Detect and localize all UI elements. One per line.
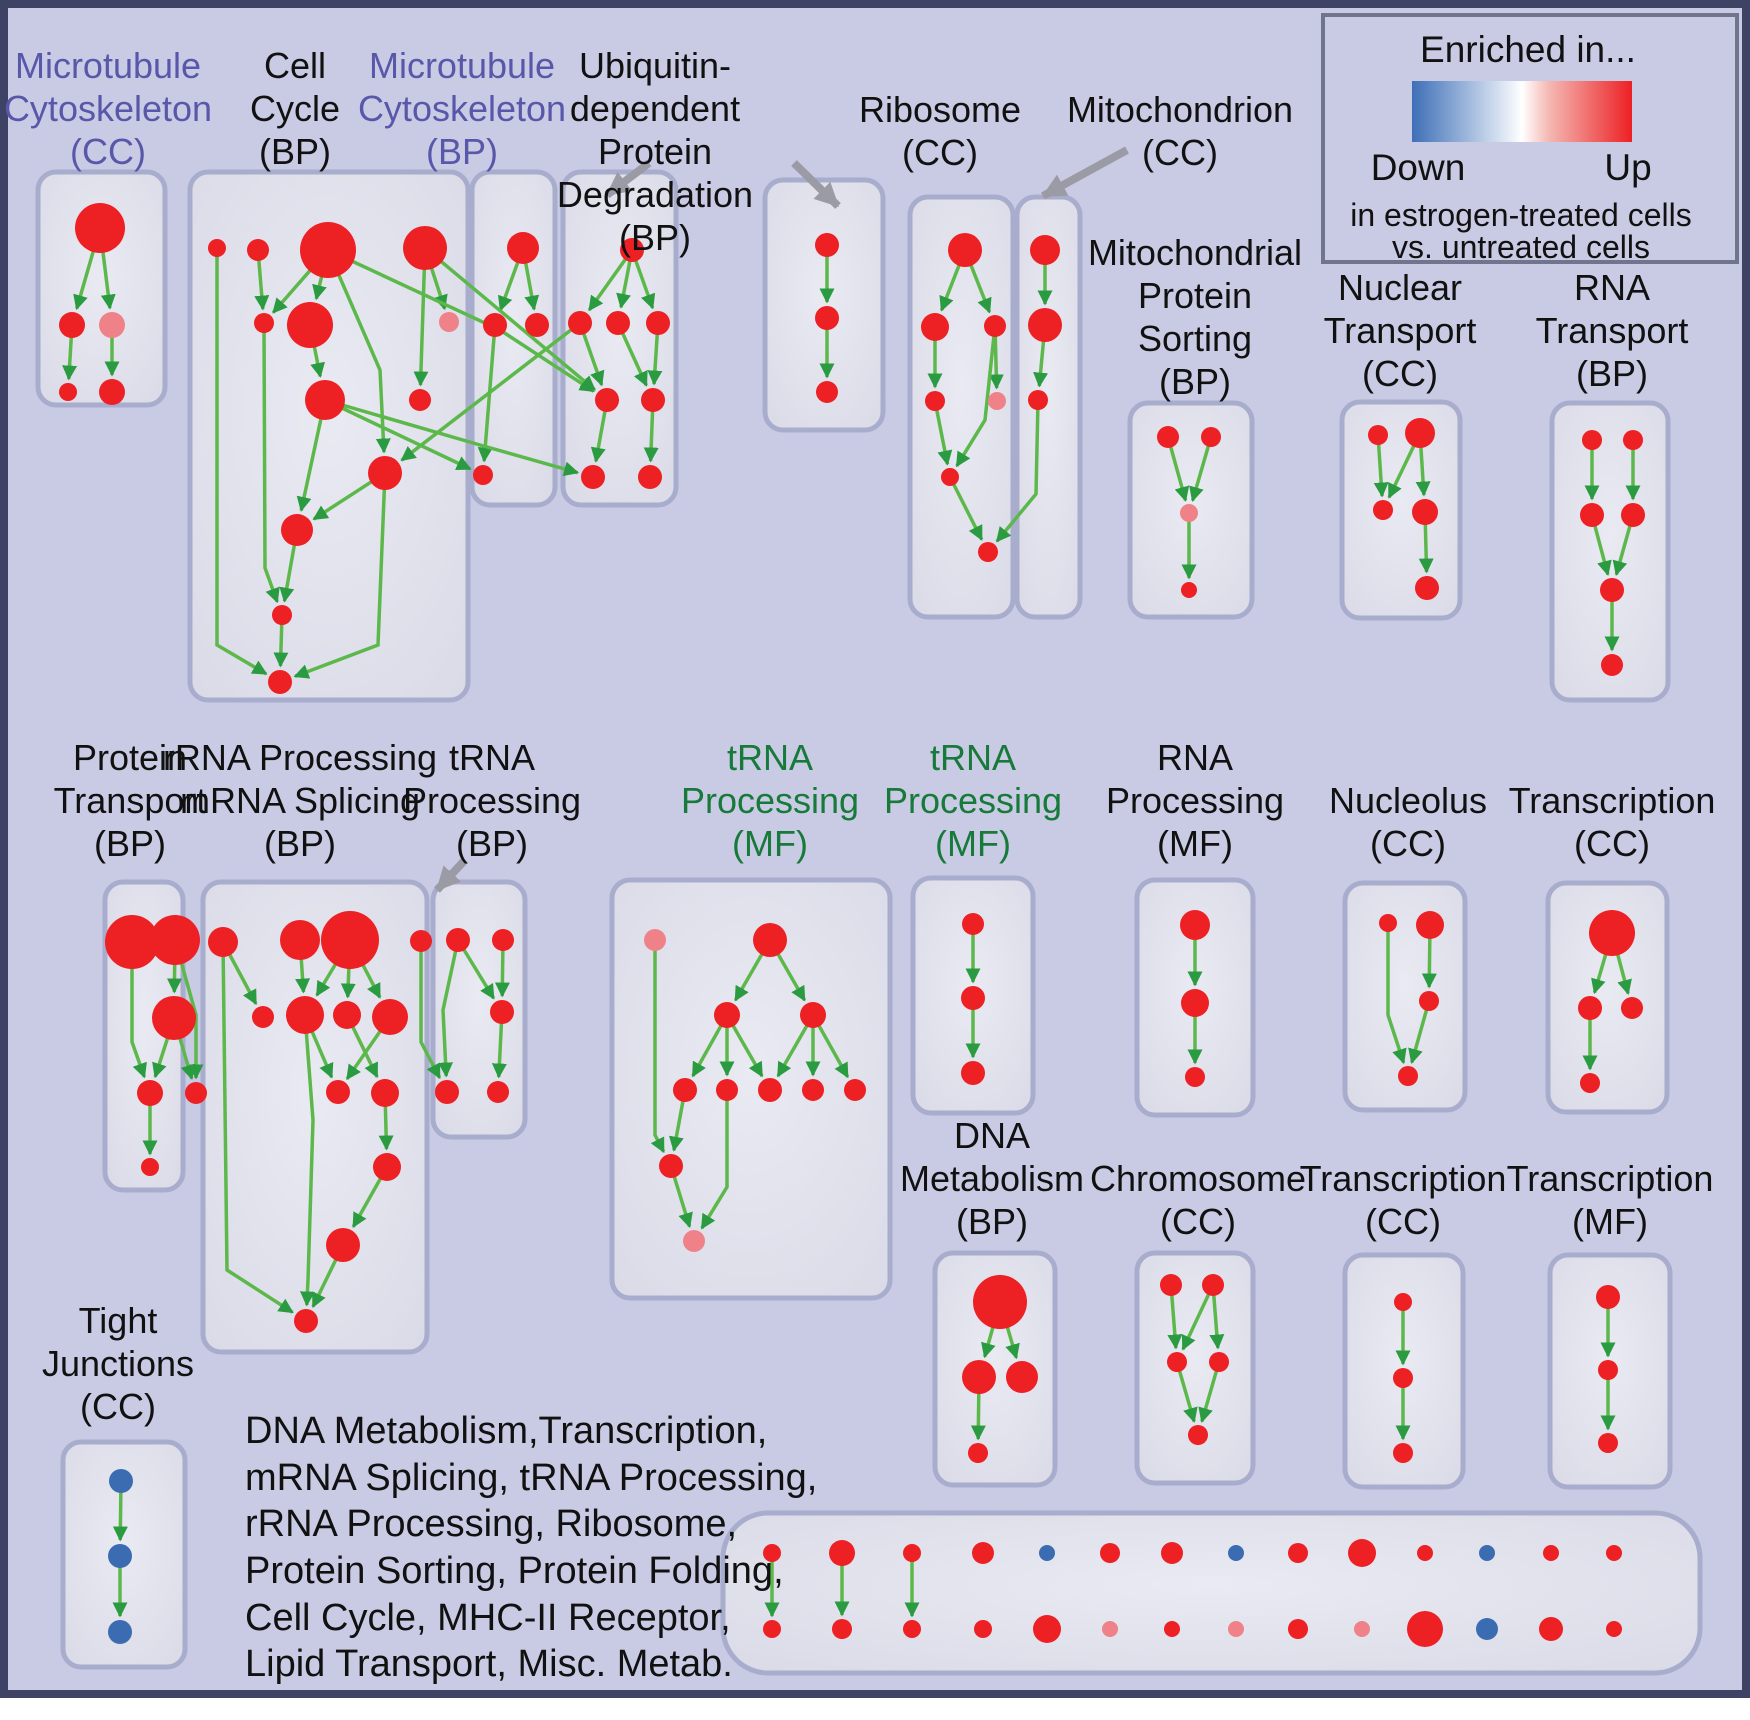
node-transcription-mf-y2: [1598, 1360, 1618, 1380]
label-ubiquitin-line-4: (BP): [619, 217, 691, 258]
node-rna-transport-w6: [1601, 654, 1623, 676]
node-protein-transport-B: [150, 915, 200, 965]
misc-text-line-5: Lipid Transport, Misc. Metab.: [245, 1643, 733, 1685]
node-misc-row-c5: [1033, 1615, 1061, 1643]
label-ubiquitin-line-2: Protein: [597, 131, 713, 172]
node-ubiq1-u3: [606, 311, 630, 335]
cluster-label-mt-bp-line-0: Microtubule: [368, 45, 556, 86]
node-trna-bp-tc: [490, 1000, 514, 1024]
node-trna-mf-big-M3: [758, 1078, 782, 1102]
node-ubiq1-u4a: [646, 311, 670, 335]
node-nucleolus-k2: [1416, 911, 1444, 939]
node-ribosome-r3: [984, 315, 1006, 337]
node-rrna-V: [294, 1309, 318, 1333]
node-mitochondrion-mm3: [1028, 390, 1048, 410]
node-rrna-T1: [326, 1080, 350, 1104]
misc-text-line-2: rRNA Processing, Ribosome,: [245, 1503, 738, 1545]
node-rna-processing-h2: [1181, 989, 1209, 1017]
node-misc-row-b10: [1348, 1539, 1376, 1567]
node-ubiq1-u2: [568, 311, 592, 335]
node-chromosome-c3: [1167, 1352, 1187, 1372]
node-rna-transport-w4: [1621, 503, 1645, 527]
cluster-label-trna-mf-big-line-1: Processing: [680, 780, 860, 821]
node-misc-row-b7: [1161, 1542, 1183, 1564]
node-protein-transport-F: [141, 1158, 159, 1176]
node-rna-transport-w3: [1580, 503, 1604, 527]
node-trna-mf-small-g3: [961, 1061, 985, 1085]
node-misc-row-c10: [1354, 1621, 1370, 1637]
node-nucleolus-k1: [1379, 914, 1397, 932]
node-dna-metabolism-d2: [962, 1360, 996, 1394]
node-ribosome-r2: [921, 313, 949, 341]
cluster-label-mt-bp-line-2: (BP): [426, 131, 498, 172]
node-protein-transport-D: [137, 1080, 163, 1106]
node-mt-cc-b: [59, 312, 85, 338]
cluster-label-protein-transport-line-2: (BP): [94, 823, 166, 864]
node-ribosome-r1: [948, 233, 982, 267]
cluster-label-nucleolus-line-0: Nucleolus: [1328, 780, 1488, 821]
cluster-label-rna-processing-line-2: (MF): [1157, 823, 1233, 864]
node-trna-bp-td: [435, 1080, 459, 1104]
cluster-label-mps-line-0: Mitochondrial: [1087, 232, 1303, 273]
node-mt-cc-a: [75, 203, 125, 253]
legend-down-label: Down: [1370, 147, 1466, 188]
node-cell-cycle-n7: [439, 312, 459, 332]
node-dna-metabolism-d3: [1006, 1361, 1038, 1393]
node-rrna-U: [326, 1228, 360, 1262]
node-rrna-S1: [252, 1006, 274, 1028]
cluster-label-mt-cc-line-0: Microtubule: [14, 45, 202, 86]
node-mitochondrion-mm2: [1028, 308, 1062, 342]
node-ubiq1-u5: [641, 388, 665, 412]
node-ubiq2-v2: [815, 306, 839, 330]
node-misc-row-c4: [974, 1620, 992, 1638]
cluster-label-rna-processing-line-0: RNA: [1156, 737, 1234, 778]
node-chromosome-c5: [1188, 1425, 1208, 1445]
legend-subtitle-2: vs. untreated cells: [1392, 229, 1650, 265]
cluster-label-cell-cycle-line-0: Cell: [263, 45, 327, 86]
cluster-label-tight-junctions-line-1: Junctions: [41, 1343, 195, 1384]
node-dna-metabolism-d1: [973, 1275, 1027, 1329]
node-misc-row-c2: [832, 1619, 852, 1639]
node-misc-row-c8: [1228, 1621, 1244, 1637]
node-transcription-cc2-x1: [1394, 1293, 1412, 1311]
node-ribosome-r5: [988, 392, 1006, 410]
cluster-label-rna-processing-line-1: Processing: [1105, 780, 1285, 821]
cluster-label-trna-mf-big-line-0: tRNA: [726, 737, 814, 778]
cluster-label-cell-cycle-line-1: Cycle: [249, 88, 341, 129]
node-misc-row-c9: [1288, 1619, 1308, 1639]
node-misc-row-b13: [1543, 1545, 1559, 1561]
node-rrna-S2: [286, 996, 324, 1034]
label-ubiquitin-line-1: dependent: [569, 88, 741, 129]
node-transcription-cc2-x3: [1393, 1443, 1413, 1463]
node-misc-row-c14: [1606, 1621, 1622, 1637]
node-rrna-T4: [373, 1153, 401, 1181]
node-misc-row-b14: [1606, 1545, 1622, 1561]
cluster-label-mps-line-3: (BP): [1159, 361, 1231, 402]
node-mt-bp-m1: [507, 232, 539, 264]
node-misc-row-c13: [1539, 1617, 1563, 1641]
node-misc-row-c7: [1164, 1621, 1180, 1637]
node-misc-row-b4: [972, 1542, 994, 1564]
node-ribosome-r4: [925, 391, 945, 411]
cluster-label-rrna-line-1: mRNA Splicing: [179, 780, 421, 821]
cluster-label-trna-mf-big-line-2: (MF): [732, 823, 808, 864]
legend-subtitle-1: in estrogen-treated cells: [1350, 197, 1692, 233]
node-ubiq1-u6: [581, 465, 605, 489]
cluster-label-protein-transport-line-1: Transport: [53, 780, 207, 821]
node-misc-row-b3: [903, 1544, 921, 1562]
node-nuclear-transport-q4: [1412, 499, 1438, 525]
cluster-label-rna-transport-line-2: (BP): [1576, 353, 1648, 394]
node-mt-cc-e: [99, 379, 125, 405]
node-ubiq2-v1: [815, 233, 839, 257]
node-trna-bp-tb: [492, 929, 514, 951]
cluster-label-transcription-cc2-line-1: (CC): [1365, 1201, 1441, 1242]
node-nuclear-transport-q3: [1373, 500, 1393, 520]
node-trna-mf-big-M5: [844, 1079, 866, 1101]
node-rrna-R1: [208, 927, 238, 957]
node-rna-transport-w2: [1623, 430, 1643, 450]
cluster-label-transcription-cc2-line-0: Transcription: [1299, 1158, 1507, 1199]
cluster-label-trna-bp-line-1: Processing: [402, 780, 582, 821]
cluster-box-chromosome: [1137, 1253, 1253, 1483]
node-cell-cycle-n12: [272, 605, 292, 625]
cluster-label-nuclear-transport-line-2: (CC): [1362, 353, 1438, 394]
node-nucleolus-k4: [1398, 1066, 1418, 1086]
node-cell-cycle-n4: [403, 226, 447, 270]
node-nuclear-transport-q1: [1368, 425, 1388, 445]
node-transcription-cc2-x2: [1393, 1368, 1413, 1388]
node-tight-junctions-j3: [108, 1620, 132, 1644]
node-mt-bp-m3: [525, 313, 549, 337]
node-trna-mf-big-pp: [644, 929, 666, 951]
cluster-label-nucleolus-line-1: (CC): [1370, 823, 1446, 864]
cluster-label-transcription-cc-line-1: (CC): [1574, 823, 1650, 864]
node-transcription-cc-t2: [1578, 996, 1602, 1020]
node-trna-mf-small-g2: [961, 986, 985, 1010]
cluster-box-nuclear-transport: [1342, 402, 1460, 618]
node-misc-row-b11: [1417, 1545, 1433, 1561]
node-cell-cycle-n5: [254, 313, 274, 333]
node-cell-cycle-n13: [268, 670, 292, 694]
cluster-label-mitochondrion-line-0: Mitochondrion: [1066, 89, 1294, 130]
cluster-label-nuclear-transport-line-1: Transport: [1323, 310, 1477, 351]
node-misc-row-b5: [1039, 1545, 1055, 1561]
node-transcription-cc-t3: [1621, 997, 1643, 1019]
node-protein-transport-C: [152, 996, 196, 1040]
node-rrna-T2: [371, 1079, 399, 1107]
cluster-label-transcription-mf-line-1: (MF): [1572, 1201, 1648, 1242]
node-rrna-R3: [321, 911, 379, 969]
node-misc-row-b6: [1100, 1543, 1120, 1563]
cluster-box-misc-row: [723, 1513, 1700, 1673]
legend-gradient-bar: [1412, 81, 1632, 142]
node-misc-row-b12: [1479, 1545, 1495, 1561]
node-misc-row-c6: [1102, 1621, 1118, 1637]
cluster-label-protein-transport-line-0: Protein: [72, 737, 188, 778]
node-cell-cycle-n10: [368, 456, 402, 490]
node-trna-mf-big-W: [683, 1230, 705, 1252]
node-cell-cycle-n9: [409, 389, 431, 411]
node-tight-junctions-j1: [109, 1469, 133, 1493]
cluster-label-mps-line-1: Protein: [1137, 275, 1253, 316]
node-mitochondrion-mm1: [1030, 235, 1060, 265]
node-rrna-S4: [372, 999, 408, 1035]
node-trna-mf-big-q1: [714, 1002, 740, 1028]
node-trna-bp-te: [487, 1081, 509, 1103]
cluster-label-chromosome-line-1: (CC): [1160, 1201, 1236, 1242]
node-cell-cycle-n3: [300, 222, 356, 278]
cluster-label-cell-cycle-line-2: (BP): [259, 131, 331, 172]
node-mps-p4: [1181, 582, 1197, 598]
misc-text-line-4: Cell Cycle, MHC-II Receptor,: [245, 1597, 731, 1639]
cluster-label-mt-cc-line-2: (CC): [70, 131, 146, 172]
node-ubiq1-u7: [638, 465, 662, 489]
node-mps-p1: [1157, 426, 1179, 448]
node-trna-mf-big-N: [659, 1154, 683, 1178]
node-ubiq2-v3: [816, 381, 838, 403]
cluster-label-tight-junctions-line-2: (CC): [80, 1386, 156, 1427]
node-misc-row-c12: [1476, 1618, 1498, 1640]
node-cell-cycle-n6: [287, 302, 333, 348]
node-rna-processing-h1: [1180, 910, 1210, 940]
node-cell-cycle-n2: [247, 239, 269, 261]
node-trna-mf-big-M4: [802, 1079, 824, 1101]
legend-title: Enriched in...: [1420, 29, 1636, 70]
cluster-label-tight-junctions-line-0: Tight: [78, 1300, 158, 1341]
node-trna-mf-small-g1: [962, 913, 984, 935]
node-chromosome-c4: [1209, 1352, 1229, 1372]
cluster-label-ribosome-line-1: (CC): [902, 132, 978, 173]
cluster-label-ribosome-line-0: Ribosome: [858, 89, 1022, 130]
node-trna-mf-big-p1: [753, 923, 787, 957]
node-trna-mf-big-M2: [716, 1079, 738, 1101]
cluster-label-dna-metabolism-line-2: (BP): [956, 1201, 1028, 1242]
node-dna-metabolism-d4: [968, 1443, 988, 1463]
cluster-label-rna-transport-line-1: Transport: [1535, 310, 1689, 351]
node-trna-mf-big-M1: [673, 1078, 697, 1102]
node-rrna-R2: [280, 920, 320, 960]
cluster-label-trna-mf-small-line-1: Processing: [883, 780, 1063, 821]
cluster-label-nuclear-transport-line-0: Nuclear: [1337, 267, 1463, 308]
node-misc-row-b2: [829, 1540, 855, 1566]
misc-text-line-3: Protein Sorting, Protein Folding,: [245, 1550, 784, 1592]
misc-text-line-1: mRNA Splicing, tRNA Processing,: [245, 1457, 818, 1499]
node-ribosome-r7: [978, 542, 998, 562]
node-mt-cc-d: [59, 383, 77, 401]
node-misc-row-c11: [1407, 1611, 1443, 1647]
cluster-label-mt-bp-line-1: Cytoskeleton: [357, 88, 567, 129]
cluster-label-transcription-mf-line-0: Transcription: [1506, 1158, 1714, 1199]
label-ubiquitin-line-3: Degradation: [556, 174, 754, 215]
node-transcription-cc-t1: [1589, 910, 1635, 956]
node-transcription-mf-y3: [1598, 1433, 1618, 1453]
cluster-label-rrna-line-2: (BP): [264, 823, 336, 864]
cluster-label-trna-mf-small-line-2: (MF): [935, 823, 1011, 864]
node-cell-cycle-n8: [305, 380, 345, 420]
node-ribosome-r6: [941, 468, 959, 486]
cluster-label-mt-cc-line-1: Cytoskeleton: [3, 88, 213, 129]
cluster-label-dna-metabolism-line-1: Metabolism: [899, 1158, 1085, 1199]
misc-text-line-0: DNA Metabolism,Transcription,: [245, 1410, 768, 1452]
node-misc-row-b9: [1288, 1543, 1308, 1563]
node-trna-bp-ta: [446, 928, 470, 952]
node-mps-p3: [1180, 504, 1198, 522]
node-rna-transport-w1: [1582, 430, 1602, 450]
cluster-label-mps-line-2: Sorting: [1137, 318, 1253, 359]
node-rna-transport-w5: [1600, 578, 1624, 602]
node-nucleolus-k3: [1419, 991, 1439, 1011]
node-chromosome-c1: [1160, 1274, 1182, 1296]
node-rna-processing-h3: [1185, 1067, 1205, 1087]
node-trna-mf-big-q2: [800, 1002, 826, 1028]
legend-up-label: Up: [1604, 147, 1652, 188]
node-nuclear-transport-q5: [1415, 576, 1439, 600]
cluster-label-trna-bp-line-0: tRNA: [448, 737, 536, 778]
cluster-label-rna-transport-line-0: RNA: [1573, 267, 1651, 308]
node-misc-row-b8: [1228, 1545, 1244, 1561]
node-misc-row-c3: [903, 1620, 921, 1638]
node-transcription-cc-t4: [1580, 1073, 1600, 1093]
node-mt-bp-m4: [473, 465, 493, 485]
cluster-label-trna-bp-line-2: (BP): [456, 823, 528, 864]
node-protein-transport-E: [185, 1082, 207, 1104]
node-nuclear-transport-q2: [1405, 418, 1435, 448]
node-cell-cycle-n11: [281, 514, 313, 546]
cluster-label-mitochondrion-line-1: (CC): [1142, 132, 1218, 173]
node-cell-cycle-n1: [208, 239, 226, 257]
cluster-label-chromosome-line-0: Chromosome: [1089, 1158, 1307, 1199]
cluster-label-trna-mf-small-line-0: tRNA: [929, 737, 1017, 778]
node-ubiq1-u4: [595, 388, 619, 412]
node-mps-p2: [1201, 427, 1221, 447]
cluster-label-dna-metabolism-line-0: DNA: [953, 1115, 1031, 1156]
node-mt-bp-m2: [483, 313, 507, 337]
cluster-label-transcription-cc-line-0: Transcription: [1508, 780, 1716, 821]
node-misc-row-c1: [763, 1620, 781, 1638]
label-ubiquitin-line-0: Ubiquitin-: [578, 45, 732, 86]
node-mt-cc-c: [99, 312, 125, 338]
node-tight-junctions-j2: [108, 1544, 132, 1568]
node-chromosome-c2: [1202, 1274, 1224, 1296]
node-rrna-S3: [333, 1001, 361, 1029]
node-rrna-R4: [410, 930, 432, 952]
node-transcription-mf-y1: [1596, 1285, 1620, 1309]
cluster-label-rrna-line-0: rRNA Processing: [162, 737, 438, 778]
